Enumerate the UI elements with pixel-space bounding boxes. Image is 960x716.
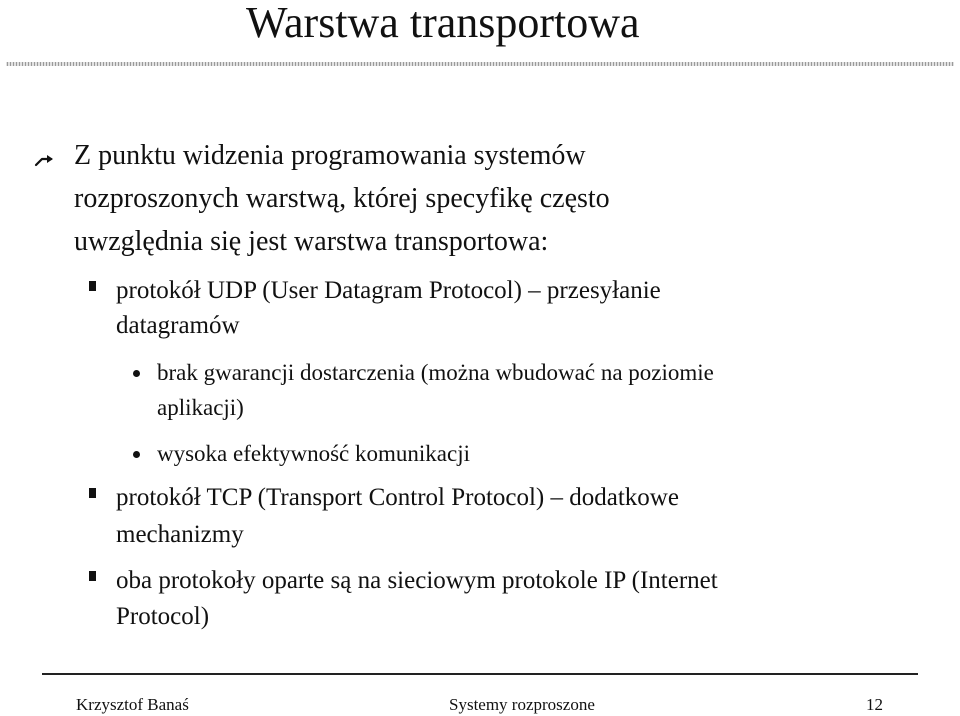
square-bullet-icon xyxy=(89,281,96,291)
square-bullet-icon xyxy=(89,488,96,498)
arrow-icon xyxy=(34,149,58,167)
footer-author: Krzysztof Banaś xyxy=(76,695,189,714)
udp-sub1-line-1: brak gwarancji dostarczenia (można wbudować na poziomie xyxy=(157,360,714,385)
square-bullet-icon xyxy=(89,571,96,581)
tcp-line-1: protokół TCP (Transport Control Protocol) – dodatkowe xyxy=(116,484,679,511)
ip-line-2: Protocol) xyxy=(116,603,210,630)
tcp-line-2: mechanizmy xyxy=(116,521,244,548)
udp-line-1: protokół UDP (User Datagram Protocol) – przesyłanie xyxy=(116,277,661,304)
footer-divider xyxy=(42,673,918,675)
footer-course: Systemy rozproszone xyxy=(449,695,595,714)
intro-line-2: rozproszonych warstwą, której specyfikę często xyxy=(74,183,610,214)
intro-line-3: uwzględnia się jest warstwa transportowa: xyxy=(74,226,549,257)
slide-title: Warstwa transportowa xyxy=(246,0,640,47)
udp-line-2: datagramów xyxy=(116,312,240,339)
page-number: 12 xyxy=(866,695,883,714)
ip-line-1: oba protokoły oparte są na sieciowym protokole IP (Internet xyxy=(116,567,718,594)
dot-bullet-icon xyxy=(133,451,140,458)
udp-sub2-line-1: wysoka efektywność komunikacji xyxy=(157,441,470,466)
intro-line-1: Z punktu widzenia programowania systemów xyxy=(74,140,586,171)
udp-sub1-line-2: aplikacji) xyxy=(157,395,244,420)
title-divider xyxy=(6,62,954,66)
dot-bullet-icon xyxy=(133,370,140,377)
